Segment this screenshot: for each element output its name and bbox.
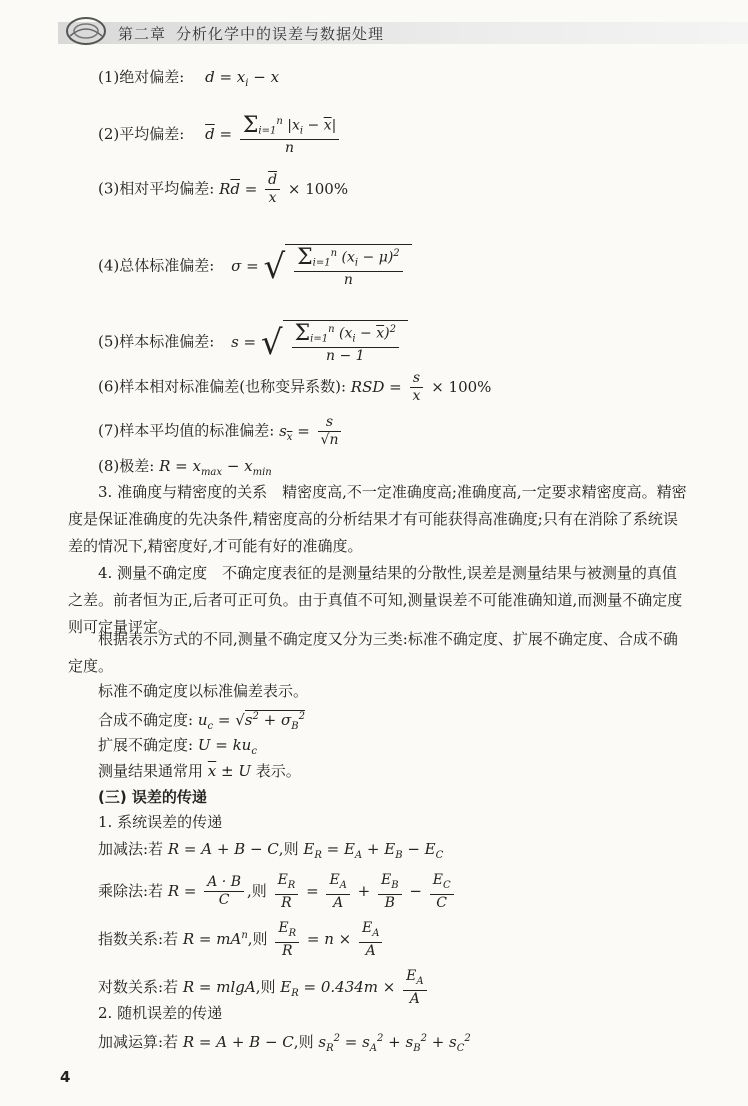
formula-expression-a: R = mlgA (182, 977, 256, 996)
formula-expression-b: $\frac{E_R}{R}$ = n × $\frac{E_A}{A}$ (272, 930, 385, 948)
formula-label: 对数关系:若 (98, 977, 179, 996)
formula-expanded-uncertainty (98, 734, 257, 763)
result-text-b: 表示。 (255, 762, 301, 780)
paragraph-uncertainty-types: 根据表示方式的不同,测量不确定度又分为三类:标准不确定度、扩展不确定度、合成不确定度。 (68, 630, 678, 675)
paragraph-uncertainty: 4. 测量不确定度 不确定度表征的是测量结果的分散性,误差是测量结果与被测量的真值之差。前者恒为正,后者可正可负。由于真值不可知,测量误差不可能准确知道,而测量不确定度则可定量评定。 (68, 564, 683, 636)
formula-label: 乘除法:若 (98, 881, 164, 900)
formula-label: 加减运算:若 (98, 1033, 179, 1051)
result-expression-line (98, 760, 301, 782)
formula-standard-error (98, 414, 344, 449)
formula-expression: s = √ $\frac{\Sigma_{i=1}^n (x_i - \overline{x})^2}{n - 1}$ (231, 333, 408, 351)
formula-expression: $R = x_{max} - x_{min}$ (159, 457, 272, 478)
formula-expression: RSD = $\frac{s}{x}$ × 100% (350, 370, 492, 404)
formula-expression-a: R = A + B − C (167, 840, 279, 858)
formula-label: (8)极差: (98, 457, 155, 475)
formula-expression: $\overline{d}$ = $\frac{\Sigma_{i=1}^n |x_i - \overline{x}|}{n}$ (205, 125, 342, 143)
paragraph-accuracy-precision: 3. 准确度与精密度的关系 精密度高,不一定准确度高;准确度高,一定要求精密度高。精密度是保证准确度的先决条件,精密度高的分析结果才有可能获得高准确度;只有在消除了系统误差的情况下,精密度好,才可能有好的准确度。 (68, 483, 687, 555)
formula-label: 加减法:若 (98, 840, 164, 858)
formula-relative-average-deviation (98, 172, 348, 207)
formula-expression-a: R = $\frac{A \cdot B}{C}$ (168, 882, 247, 900)
formula-then: ,则 (255, 977, 276, 996)
formula-expression-a: R = A + B − C (182, 1033, 294, 1051)
formula-label: (5)样本标准偏差: (98, 332, 215, 351)
paragraph-standard-uncertainty: 标准不确定度以标准偏差表示。 (98, 682, 309, 700)
formula-expression-b: $E_R = E_A + E_B - E_C$ (303, 840, 444, 861)
formula-label: (6)样本相对标准偏差(也称变异系数): (98, 377, 347, 396)
formula-label: (3)相对平均偏差: (98, 179, 215, 198)
formula-exponential (98, 920, 385, 960)
formula-then: ,则 (278, 840, 299, 858)
formula-expression: $U = ku_c$ (197, 736, 257, 757)
formula-expression-b: $s_R^2 = s_A^2 + s_B^2 + s_C^2$ (318, 1033, 471, 1054)
result-text-a: 测量结果通常用 (98, 762, 204, 780)
formula-average-deviation (98, 113, 342, 157)
formula-absolute-deviation (98, 66, 279, 95)
formula-expression-b: $\frac{E_R}{R}$ = $\frac{E_A}{A}$ + $\frac{E_B}{B}$ − $\frac{E_C}{C}$ (272, 882, 457, 900)
section-heading-error-propagation: (三) 误差的传递 (98, 788, 207, 806)
page-number: 4 (60, 1068, 71, 1086)
formula-expression: σ = √ $\frac{\Sigma_{i=1}^n (x_i - \mu)^2}{n}$ (231, 257, 412, 275)
result-expression: $\overline{x} \pm U$ (207, 762, 252, 780)
formula-multiply-divide (98, 872, 457, 912)
formula-label: (1)绝对偏差: (98, 68, 185, 86)
subheading-systematic-error: 1. 系统误差的传递 (98, 813, 223, 831)
formula-expression: $d = x_i - x$ (205, 68, 280, 89)
chapter-title: 分析化学中的误差与数据处理 (176, 25, 385, 43)
formula-population-standard-deviation (98, 244, 412, 289)
formula-label: 指数关系:若 (98, 929, 179, 948)
formula-expression: $R\overline{d}$ = $\frac{\overline{d}}{x}$ × 100% (219, 172, 349, 206)
formula-label: (7)样本平均值的标准偏差: (98, 421, 275, 440)
subheading-random-error: 2. 随机误差的传递 (98, 1004, 223, 1022)
chapter-label: 第二章 (118, 25, 167, 43)
formula-then: ,则 (247, 881, 267, 900)
formula-sample-standard-deviation (98, 320, 408, 365)
formula-label: 扩展不确定度: (98, 736, 194, 754)
formula-expression: $u_c = √s^2 + \sigma_B^2$ (197, 711, 305, 732)
page-header (0, 0, 748, 58)
formula-label: 合成不确定度: (98, 711, 194, 729)
formula-add-subtract (98, 838, 443, 867)
formula-expression-a: $R = mA^n$ (182, 929, 248, 948)
formula-then: ,则 (293, 1033, 314, 1051)
formula-label: (2)平均偏差: (98, 125, 185, 144)
formula-random-add-subtract (98, 1028, 471, 1060)
publisher-logo-icon (64, 14, 108, 48)
formula-label: (4)总体标准偏差: (98, 256, 215, 275)
formula-expression-b: $E_R = 0.434m$ × $\frac{E_A}{A}$ (280, 978, 429, 996)
formula-expression: $s_{\overline{x}}$ = $\frac{s}{√n}$ (279, 422, 344, 440)
formula-then: ,则 (247, 929, 268, 948)
formula-relative-standard-deviation (98, 370, 491, 405)
